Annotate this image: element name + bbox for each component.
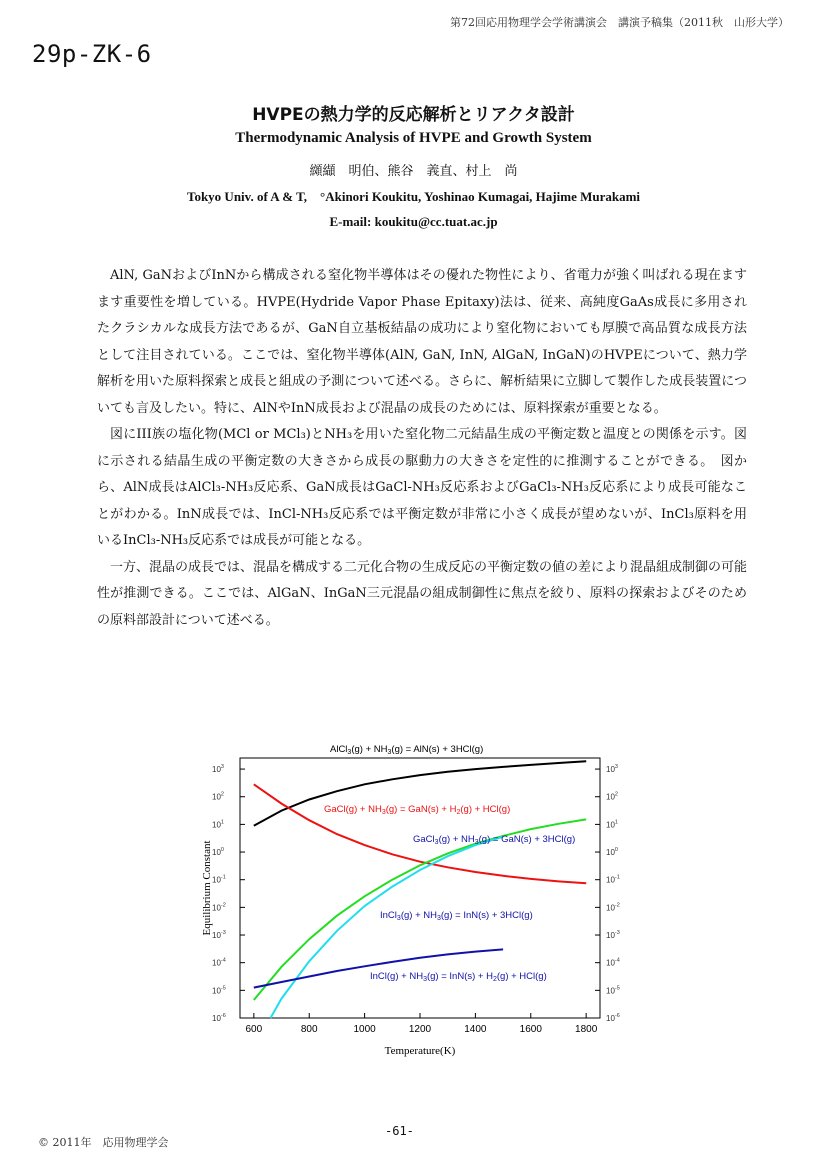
x-tick-label: 1200 (408, 1024, 432, 1035)
x-tick-label: 1600 (519, 1024, 542, 1035)
conference-header: 第72回応用物理学会学術講演会 講演予稿集（2011秋 山形大学） (450, 16, 789, 29)
y-tick-label: $10^3$ (212, 764, 224, 775)
authors-japanese: 纐纈 明伯、熊谷 義直、村上 尚 (309, 164, 518, 179)
y-axis-label: Equilibrium Constant (201, 840, 213, 936)
series-label-incl3: InCl$_3$(g) + $NH_3(g) = InN(s) + 3HCl(g)$ (380, 910, 533, 922)
y-tick-label: $10^{-3}$ (212, 930, 226, 941)
series-label-gacl3: GaCl$_3$(g) + $NH_3(g) = GaN(s) + 3HCl(g)$ (413, 834, 576, 846)
title-japanese: HVPEの熱力学的反応解析とリアクタ設計 (252, 105, 575, 125)
y-tick-label-right: $10^{-1}$ (606, 874, 620, 885)
paragraph-1: AlN, GaNおよびInNから構成される窒化物半導体はその優れた物性により、省電力が強く叫ばれる現在ますます重要性を増している。HVPE(Hydride Vapor Phase Epitaxy)法は、従来、高純度GaAs成長に多用されたクラシカルな成長方法であるが、GaN自立基板結晶の成功により窒化物においても厚膜で高品質な成長方法として注目されている。ここでは、窒化物半導体(AlN, GaN, InN, AlGaN, InGaN)のHVPEについて、熱力学解析を用いた原料探索と成長と組成の予測について述べる。さらに、解析結果に立脚して製作した成長装置についても言及したい。特に、AlNやInN成長および混晶の成長のためには、原料探索が重要となる。 (97, 268, 747, 416)
x-tick-label: 1800 (575, 1024, 598, 1035)
equilibrium-constant-chart (190, 738, 630, 1068)
x-axis-ticks (246, 1013, 598, 1035)
y-tick-label: $10^{-2}$ (212, 902, 226, 913)
x-tick-label: 600 (245, 1024, 263, 1035)
y-tick-label-right: $10^3$ (606, 764, 618, 775)
x-tick-label: 1400 (464, 1024, 487, 1035)
page-number: -61- (385, 1124, 414, 1138)
y-tick-label: $10^0$ (212, 847, 224, 858)
series-label-incl: InCl(g) + $NH_3(g) = InN(s) + H_2(g) + HCl(g)$ (370, 971, 547, 983)
y-tick-label: $10^{-6}$ (212, 1013, 226, 1023)
paragraph-3: 一方、混晶の成長では、混晶を構成する二元化合物の生成反応の平衡定数の値の差により混晶組成制御の可能性が推測できる。ここでは、AlGaN、InGaN三元混晶の組成制御性に焦点を絞り、原料の探索およびそのための原料部設計について述べる。 (97, 559, 748, 628)
body-text (97, 263, 747, 634)
y-tick-label-right: $10^{-2}$ (606, 902, 620, 913)
y-tick-label-right: $10^2$ (606, 791, 618, 802)
y-tick-label-right: $10^{-6}$ (606, 1013, 620, 1023)
session-id: 29p-ZK-6 (32, 40, 152, 68)
affiliation-english: Tokyo Univ. of A & T, °Akinori Koukitu, Yoshinao Kumagai, Hajime Murakami (186, 189, 641, 204)
y-tick-label-right: $10^1$ (606, 819, 618, 830)
y-tick-label-right: $10^{-5}$ (606, 985, 620, 996)
x-tick-label: 800 (300, 1024, 318, 1035)
y-tick-label: $10^{-1}$ (212, 874, 226, 885)
series-label-alcl3: AlCl$_3$(g) + $NH_3(g) = AlN(s) + 3HCl(g)$ (330, 744, 484, 756)
series-line-4 (271, 837, 504, 1018)
series-label-gacl: GaCl(g) + $NH_3(g) = GaN(s) + H_2(g) + HCl(g)$ (324, 804, 511, 816)
x-axis-label: Temperature(K) (384, 1045, 456, 1057)
footer-copyright: © 2011年 応用物理学会 (38, 1136, 169, 1149)
y-tick-label: $10^{-5}$ (212, 985, 226, 996)
email: E-mail: koukitu@cc.tuat.ac.jp (329, 214, 498, 229)
x-tick-label: 1000 (353, 1024, 376, 1035)
y-tick-label: $10^1$ (212, 819, 224, 830)
y-tick-label-right: $10^{-4}$ (606, 957, 620, 968)
title-english: Thermodynamic Analysis of HVPE and Growth System (235, 130, 592, 146)
y-tick-label-right: $10^{-3}$ (606, 930, 620, 941)
y-tick-label: $10^2$ (212, 791, 224, 802)
y-tick-label-right: $10^0$ (606, 847, 618, 858)
y-tick-label: $10^{-4}$ (212, 957, 226, 968)
paragraph-2: 図にIII族の塩化物(MCl or MCl₃)とNH₃を用いた窒化物二元結晶生成の平衡定数と温度との関係を示す。図に示される結晶生成の平衡定数の大きさから成長の駆動力の大きさを定性的に推測することができる。 図から、AlN成長はAlCl₃-NH₃反応系、GaN成長はGaCl-NH₃反応系およびGaCl₃-NH₃反応系により成長可能なことがわかる。InN成長では、InCl-NH₃反応系では平衡定数が非常に小さく成長が望めないが、InCl₃原料を用いるInCl₃-NH₃反応系では成長が可能となる。 (97, 427, 747, 548)
